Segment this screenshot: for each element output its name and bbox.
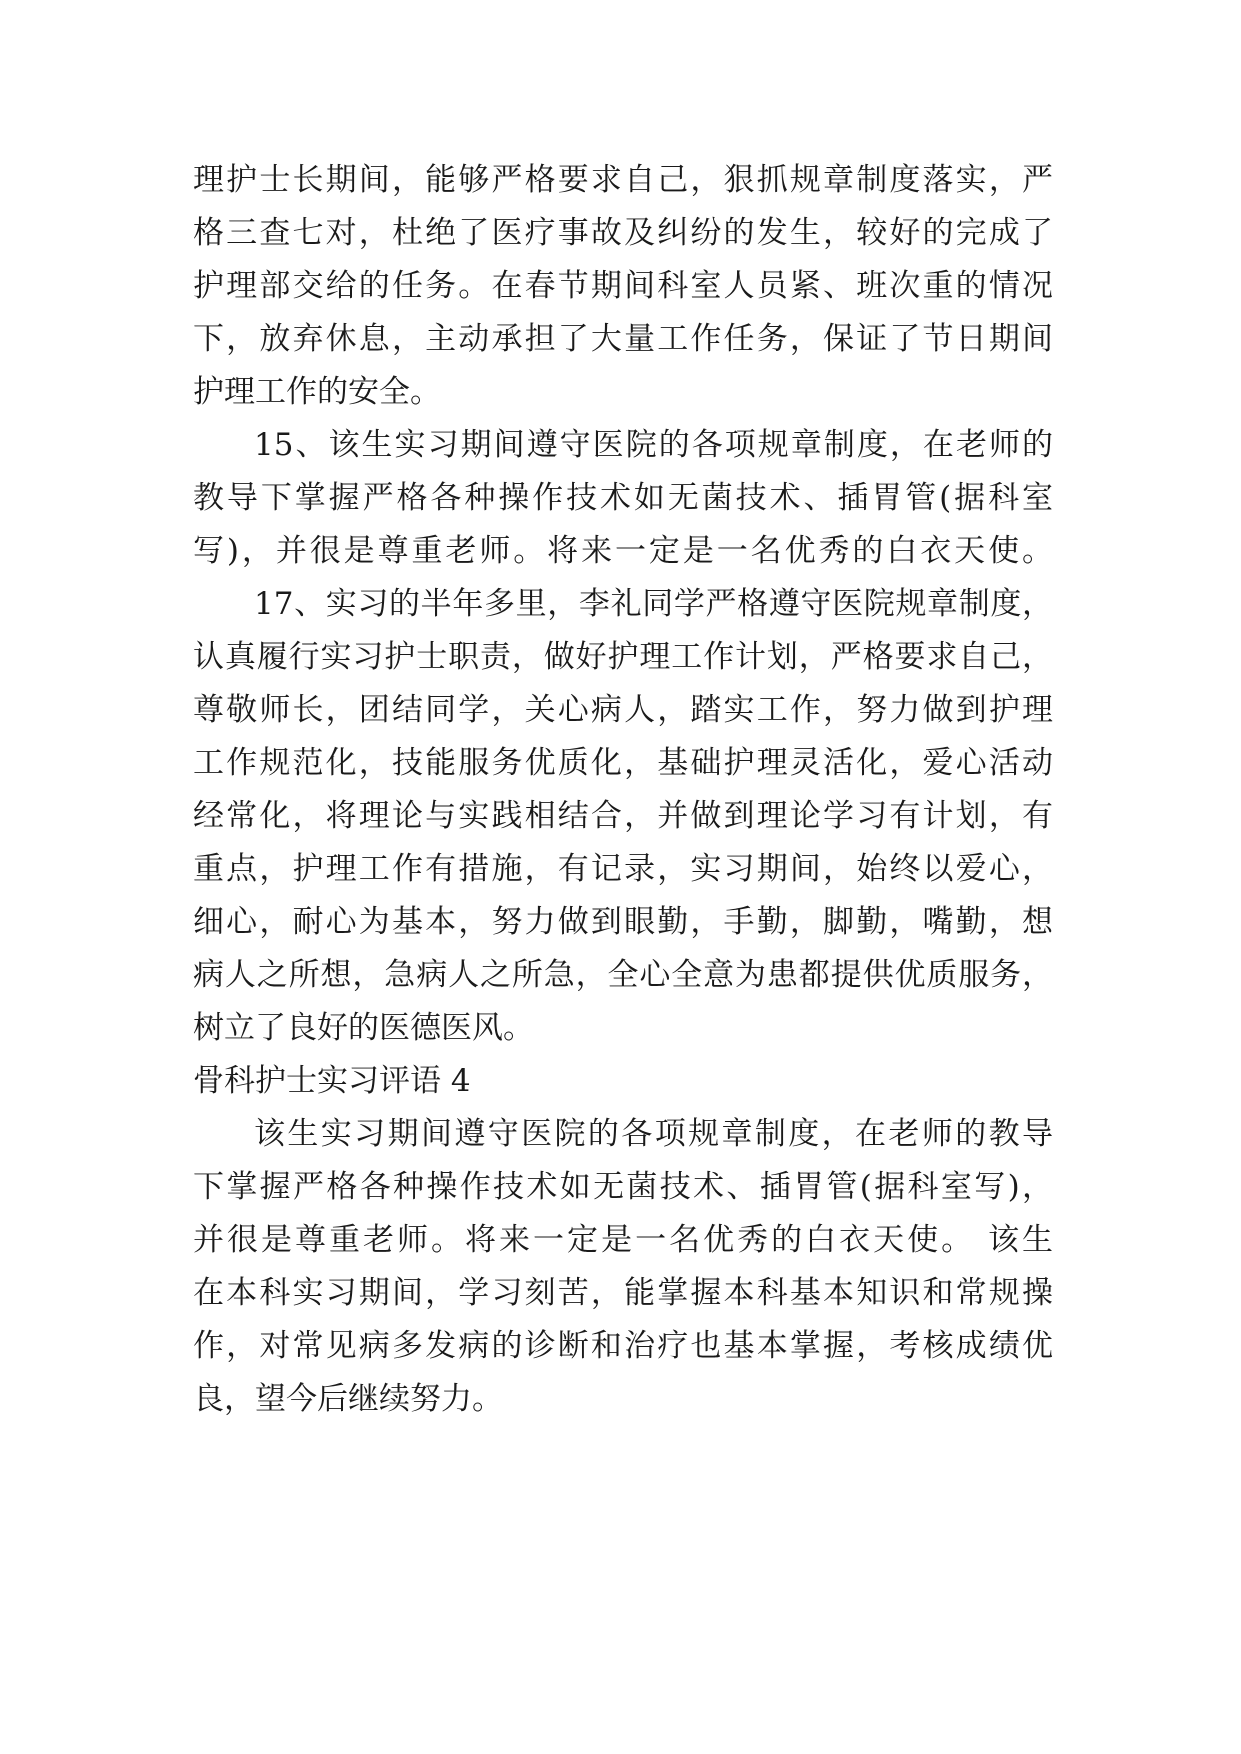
paragraph-line: 在本科实习期间，学习刻苦，能掌握本科基本知识和常规操	[193, 1275, 1053, 1311]
paragraph-line: 17、实习的半年多里，李礼同学严格遵守医院规章制度，	[254, 586, 1053, 622]
paragraph-line: 理护士长期间，能够严格要求自己，狠抓规章制度落实，严	[193, 162, 1053, 198]
paragraph-line: 树立了良好的医德医风。	[193, 1010, 534, 1046]
paragraph-line: 写)，并很是尊重老师。将来一定是一名优秀的白衣天使。	[193, 533, 1053, 569]
paragraph-line: 15、该生实习期间遵守医院的各项规章制度，在老师的	[254, 427, 1053, 463]
paragraph-line: 格三查七对，杜绝了医疗事故及纠纷的发生，较好的完成了	[193, 215, 1053, 251]
paragraph-line: 尊敬师长，团结同学，关心病人，踏实工作，努力做到护理	[193, 692, 1053, 728]
paragraph-line: 细心，耐心为基本，努力做到眼勤，手勤，脚勤，嘴勤，想	[193, 904, 1053, 940]
paragraph-line: 重点，护理工作有措施，有记录，实习期间，始终以爱心，	[193, 851, 1053, 887]
paragraph-line: 该生实习期间遵守医院的各项规章制度，在老师的教导	[254, 1116, 1053, 1152]
paragraph-line: 下，放弃休息，主动承担了大量工作任务，保证了节日期间	[193, 321, 1053, 357]
paragraph-line: 并很是尊重老师。将来一定是一名优秀的白衣天使。 该生	[193, 1222, 1053, 1258]
paragraph-line: 护理工作的安全。	[193, 374, 441, 410]
paragraph-line: 护理部交给的任务。在春节期间科室人员紧、班次重的情况	[193, 268, 1053, 304]
paragraph-line: 病人之所想，急病人之所急，全心全意为患都提供优质服务，	[193, 957, 1053, 993]
paragraph-line: 认真履行实习护士职责，做好护理工作计划，严格要求自己，	[193, 639, 1053, 675]
paragraph-line: 教导下掌握严格各种操作技术如无菌技术、插胃管(据科室	[193, 480, 1053, 516]
section-heading: 骨科护士实习评语 4	[193, 1063, 471, 1099]
paragraph-line: 作，对常见病多发病的诊断和治疗也基本掌握，考核成绩优	[193, 1328, 1053, 1364]
paragraph-line: 良，望今后继续努力。	[193, 1381, 503, 1417]
paragraph-line: 工作规范化，技能服务优质化，基础护理灵活化，爱心活动	[193, 745, 1053, 781]
paragraph-line: 下掌握严格各种操作技术如无菌技术、插胃管(据科室写)，	[193, 1169, 1053, 1205]
paragraph-line: 经常化，将理论与实践相结合，并做到理论学习有计划，有	[193, 798, 1053, 834]
